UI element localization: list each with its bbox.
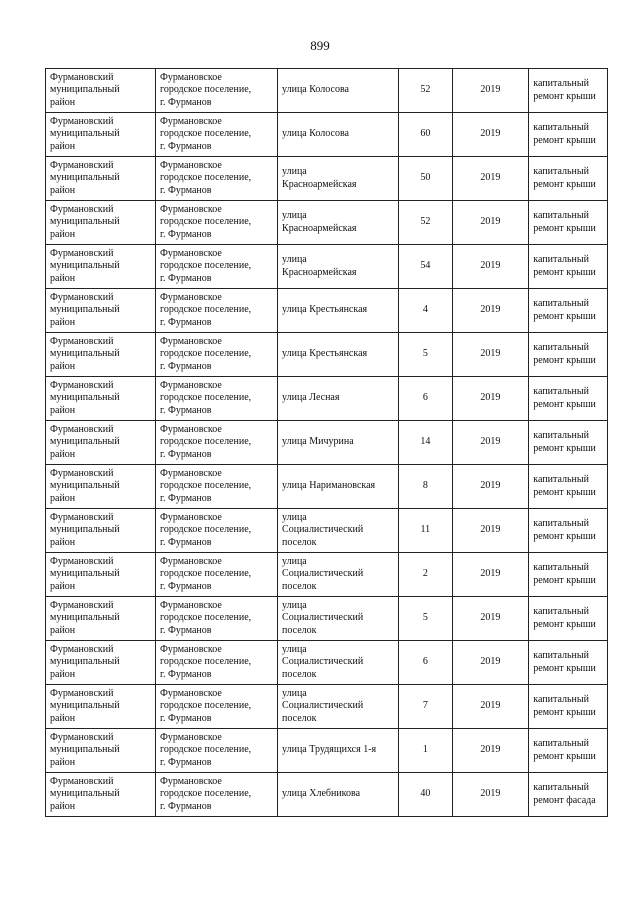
street-line: улица xyxy=(282,643,307,655)
street-cell xyxy=(278,289,399,333)
work-type-line: ремонт крыши xyxy=(533,486,596,498)
work-type-line: капитальный xyxy=(533,474,589,485)
settlement-line: городское поселение, xyxy=(159,348,252,360)
settlement-line: Фурмановское xyxy=(159,687,222,699)
work-type-cell xyxy=(529,377,608,421)
street-line: улица Колосова xyxy=(282,84,349,96)
settlement-line: Фурмановское xyxy=(159,115,222,127)
work-type-cell xyxy=(529,113,608,157)
settlement-cell xyxy=(155,553,277,597)
house-number-cell: 7 xyxy=(399,685,452,729)
table-row xyxy=(46,465,608,509)
district-line: Фурмановский xyxy=(50,511,114,523)
street-line: улица Трудящихся 1-я xyxy=(282,744,377,756)
street-cell xyxy=(278,465,399,509)
district-line: Фурмановский xyxy=(50,643,114,655)
work-type-line: капитальный xyxy=(533,782,589,793)
table-body xyxy=(46,69,608,817)
settlement-line: городское поселение, xyxy=(159,700,252,712)
district-line: муниципальный xyxy=(50,480,120,492)
street-line: Красноармейская xyxy=(282,178,357,190)
settlement-line: Фурмановское xyxy=(159,467,222,479)
district-line: муниципальный xyxy=(50,216,120,228)
district-line: район xyxy=(50,316,76,328)
district-cell xyxy=(46,333,156,377)
district-cell xyxy=(46,421,156,465)
district-line: район xyxy=(50,492,76,504)
settlement-line: г. Фурманов xyxy=(159,536,212,548)
house-number-cell: 4 xyxy=(399,289,452,333)
settlement-line: городское поселение, xyxy=(159,744,252,756)
work-type-line: ремонт крыши xyxy=(533,266,596,278)
district-line: район xyxy=(50,140,76,152)
house-number-cell: 11 xyxy=(399,509,452,553)
table-row xyxy=(46,377,608,421)
district-line: Фурмановский xyxy=(50,467,114,479)
house-number-cell: 5 xyxy=(399,597,452,641)
work-type-line: ремонт крыши xyxy=(533,398,596,410)
settlement-line: городское поселение, xyxy=(159,524,252,536)
house-number-cell: 50 xyxy=(399,157,452,201)
settlement-line: г. Фурманов xyxy=(159,668,212,680)
district-cell xyxy=(46,465,156,509)
district-line: район xyxy=(50,800,76,812)
street-line: поселок xyxy=(282,580,317,592)
work-type-line: капитальный xyxy=(533,562,589,573)
settlement-line: Фурмановское xyxy=(159,379,222,391)
district-line: район xyxy=(50,228,76,240)
district-line: муниципальный xyxy=(50,260,120,272)
work-type-line: ремонт крыши xyxy=(533,178,596,190)
work-type-line: капитальный xyxy=(533,166,589,177)
street-cell xyxy=(278,157,399,201)
work-type-line: ремонт крыши xyxy=(533,530,596,542)
work-type-line: капитальный xyxy=(533,386,589,397)
settlement-cell xyxy=(155,509,277,553)
settlement-line: г. Фурманов xyxy=(159,624,212,636)
settlement-cell xyxy=(155,597,277,641)
year-cell: 2019 xyxy=(452,509,529,553)
settlement-line: г. Фурманов xyxy=(159,272,212,284)
settlement-line: Фурмановское xyxy=(159,291,222,303)
table-row xyxy=(46,729,608,773)
district-line: Фурмановский xyxy=(50,423,114,435)
work-type-line: капитальный xyxy=(533,254,589,265)
work-type-cell xyxy=(529,773,608,817)
year-cell: 2019 xyxy=(452,685,529,729)
work-type-line: капитальный xyxy=(533,210,589,221)
district-cell xyxy=(46,201,156,245)
street-line: улица xyxy=(282,511,307,523)
district-line: район xyxy=(50,272,76,284)
settlement-line: городское поселение, xyxy=(159,436,252,448)
work-type-line: ремонт крыши xyxy=(533,222,596,234)
work-type-cell xyxy=(529,685,608,729)
year-cell: 2019 xyxy=(452,157,529,201)
settlement-line: Фурмановское xyxy=(159,555,222,567)
settlement-line: Фурмановское xyxy=(159,511,222,523)
house-number-cell: 6 xyxy=(399,641,452,685)
table-row xyxy=(46,421,608,465)
district-line: муниципальный xyxy=(50,392,120,404)
district-line: муниципальный xyxy=(50,172,120,184)
settlement-line: городское поселение, xyxy=(159,84,252,96)
year-cell: 2019 xyxy=(452,597,529,641)
house-number-cell: 40 xyxy=(399,773,452,817)
street-line: улица xyxy=(282,687,307,699)
settlement-line: г. Фурманов xyxy=(159,712,212,724)
work-type-line: ремонт крыши xyxy=(533,354,596,366)
table-row xyxy=(46,685,608,729)
work-type-line: ремонт крыши xyxy=(533,442,596,454)
street-line: улица xyxy=(282,166,307,177)
page-number: 899 xyxy=(310,38,330,53)
street-line: Красноармейская xyxy=(282,222,357,234)
street-line: улица xyxy=(282,599,307,611)
district-line: муниципальный xyxy=(50,84,120,96)
house-number-cell: 2 xyxy=(399,553,452,597)
settlement-line: г. Фурманов xyxy=(159,756,212,768)
work-type-line: ремонт крыши xyxy=(533,750,596,762)
settlement-cell xyxy=(155,421,277,465)
settlement-cell xyxy=(155,641,277,685)
street-line: поселок xyxy=(282,536,317,548)
work-type-line: ремонт крыши xyxy=(533,134,596,146)
work-type-line: капитальный xyxy=(533,518,589,529)
district-cell xyxy=(46,157,156,201)
settlement-cell xyxy=(155,333,277,377)
table-row xyxy=(46,69,608,113)
settlement-line: городское поселение, xyxy=(159,788,252,800)
district-line: муниципальный xyxy=(50,128,120,140)
district-line: Фурмановский xyxy=(50,203,114,215)
street-cell xyxy=(278,245,399,289)
street-line: Красноармейская xyxy=(282,266,357,278)
year-cell: 2019 xyxy=(452,113,529,157)
settlement-line: г. Фурманов xyxy=(159,360,212,372)
settlement-line: городское поселение, xyxy=(159,172,252,184)
district-cell xyxy=(46,245,156,289)
district-line: район xyxy=(50,448,76,460)
house-number-cell: 5 xyxy=(399,333,452,377)
district-line: Фурмановский xyxy=(50,335,114,347)
street-line: Социалистический xyxy=(282,612,364,624)
settlement-line: городское поселение, xyxy=(159,480,252,492)
table-row xyxy=(46,113,608,157)
work-type-line: капитальный xyxy=(533,298,589,309)
repair-schedule-table xyxy=(45,68,608,817)
street-line: улица Мичурина xyxy=(282,436,354,448)
district-line: район xyxy=(50,96,76,108)
year-cell: 2019 xyxy=(452,553,529,597)
street-cell xyxy=(278,729,399,773)
settlement-line: г. Фурманов xyxy=(159,448,212,460)
work-type-cell xyxy=(529,553,608,597)
settlement-cell xyxy=(155,113,277,157)
settlement-cell xyxy=(155,685,277,729)
district-cell xyxy=(46,509,156,553)
work-type-cell xyxy=(529,201,608,245)
street-line: улица Колосова xyxy=(282,128,349,140)
table-row xyxy=(46,773,608,817)
work-type-line: ремонт крыши xyxy=(533,662,596,674)
work-type-cell xyxy=(529,729,608,773)
street-line: улица xyxy=(282,555,307,567)
work-type-line: капитальный xyxy=(533,78,589,89)
street-line: улица Хлебникова xyxy=(282,788,361,800)
settlement-line: городское поселение, xyxy=(159,304,252,316)
work-type-cell xyxy=(529,245,608,289)
work-type-line: капитальный xyxy=(533,694,589,705)
district-cell xyxy=(46,641,156,685)
work-type-line: капитальный xyxy=(533,738,589,749)
district-line: район xyxy=(50,360,76,372)
settlement-line: Фурмановское xyxy=(159,775,222,787)
street-cell xyxy=(278,685,399,729)
settlement-line: г. Фурманов xyxy=(159,140,212,152)
district-line: Фурмановский xyxy=(50,599,114,611)
work-type-cell xyxy=(529,421,608,465)
house-number-cell: 54 xyxy=(399,245,452,289)
district-line: Фурмановский xyxy=(50,159,114,171)
district-line: Фурмановский xyxy=(50,115,114,127)
year-cell: 2019 xyxy=(452,641,529,685)
street-line: улица Крестьянская xyxy=(282,304,368,316)
street-line: улица xyxy=(282,210,307,221)
work-type-cell xyxy=(529,465,608,509)
settlement-line: Фурмановское xyxy=(159,643,222,655)
year-cell: 2019 xyxy=(452,773,529,817)
house-number-cell: 52 xyxy=(399,201,452,245)
district-line: район xyxy=(50,580,76,592)
settlement-line: городское поселение, xyxy=(159,216,252,228)
house-number-cell: 8 xyxy=(399,465,452,509)
settlement-cell xyxy=(155,201,277,245)
district-line: район xyxy=(50,712,76,724)
work-type-line: капитальный xyxy=(533,650,589,661)
district-line: район xyxy=(50,536,76,548)
settlement-line: городское поселение, xyxy=(159,260,252,272)
work-type-line: ремонт крыши xyxy=(533,706,596,718)
street-line: поселок xyxy=(282,668,317,680)
work-type-line: капитальный xyxy=(533,342,589,353)
district-cell xyxy=(46,377,156,421)
district-cell xyxy=(46,69,156,113)
work-type-line: капитальный xyxy=(533,606,589,617)
street-cell xyxy=(278,773,399,817)
street-cell xyxy=(278,201,399,245)
work-type-line: ремонт крыши xyxy=(533,90,596,102)
settlement-line: г. Фурманов xyxy=(159,228,212,240)
settlement-line: Фурмановское xyxy=(159,203,222,215)
table-row xyxy=(46,157,608,201)
district-line: муниципальный xyxy=(50,788,120,800)
district-line: Фурмановский xyxy=(50,555,114,567)
district-line: Фурмановский xyxy=(50,291,114,303)
house-number-cell: 14 xyxy=(399,421,452,465)
table-row xyxy=(46,553,608,597)
district-line: муниципальный xyxy=(50,612,120,624)
district-cell xyxy=(46,553,156,597)
settlement-line: городское поселение, xyxy=(159,392,252,404)
district-line: район xyxy=(50,184,76,196)
district-line: Фурмановский xyxy=(50,71,114,83)
work-type-cell xyxy=(529,333,608,377)
district-line: район xyxy=(50,624,76,636)
street-line: Социалистический xyxy=(282,656,364,668)
street-cell xyxy=(278,113,399,157)
street-cell xyxy=(278,509,399,553)
settlement-line: Фурмановское xyxy=(159,159,222,171)
district-line: муниципальный xyxy=(50,656,120,668)
work-type-cell xyxy=(529,289,608,333)
settlement-line: г. Фурманов xyxy=(159,404,212,416)
street-line: улица Наримановская xyxy=(282,480,376,492)
work-type-line: ремонт крыши xyxy=(533,574,596,586)
street-line: поселок xyxy=(282,712,317,724)
settlement-line: г. Фурманов xyxy=(159,96,212,108)
house-number-cell: 6 xyxy=(399,377,452,421)
work-type-cell xyxy=(529,597,608,641)
settlement-line: г. Фурманов xyxy=(159,580,212,592)
district-line: муниципальный xyxy=(50,436,120,448)
street-line: поселок xyxy=(282,624,317,636)
district-cell xyxy=(46,773,156,817)
settlement-line: городское поселение, xyxy=(159,568,252,580)
table-row xyxy=(46,245,608,289)
year-cell: 2019 xyxy=(452,729,529,773)
settlement-cell xyxy=(155,245,277,289)
table-row xyxy=(46,641,608,685)
house-number-cell: 52 xyxy=(399,69,452,113)
district-line: муниципальный xyxy=(50,744,120,756)
district-cell xyxy=(46,597,156,641)
work-type-line: ремонт фасада xyxy=(533,794,596,806)
year-cell: 2019 xyxy=(452,377,529,421)
settlement-line: г. Фурманов xyxy=(159,184,212,196)
settlement-cell xyxy=(155,729,277,773)
district-cell xyxy=(46,113,156,157)
year-cell: 2019 xyxy=(452,69,529,113)
settlement-cell xyxy=(155,377,277,421)
settlement-line: городское поселение, xyxy=(159,612,252,624)
street-cell xyxy=(278,421,399,465)
table-row xyxy=(46,509,608,553)
table-row xyxy=(46,289,608,333)
work-type-cell xyxy=(529,69,608,113)
street-cell xyxy=(278,69,399,113)
district-line: Фурмановский xyxy=(50,775,114,787)
settlement-line: городское поселение, xyxy=(159,128,252,140)
street-cell xyxy=(278,553,399,597)
district-line: муниципальный xyxy=(50,304,120,316)
settlement-line: г. Фурманов xyxy=(159,800,212,812)
district-cell xyxy=(46,289,156,333)
work-type-cell xyxy=(529,157,608,201)
district-line: район xyxy=(50,404,76,416)
street-cell xyxy=(278,641,399,685)
year-cell: 2019 xyxy=(452,465,529,509)
table-row xyxy=(46,333,608,377)
settlement-line: городское поселение, xyxy=(159,656,252,668)
year-cell: 2019 xyxy=(452,333,529,377)
street-line: Социалистический xyxy=(282,524,364,536)
settlement-line: г. Фурманов xyxy=(159,316,212,328)
year-cell: 2019 xyxy=(452,245,529,289)
work-type-cell xyxy=(529,509,608,553)
street-line: Социалистический xyxy=(282,700,364,712)
district-line: район xyxy=(50,756,76,768)
street-line: улица xyxy=(282,254,307,265)
year-cell: 2019 xyxy=(452,289,529,333)
street-line: Социалистический xyxy=(282,568,364,580)
work-type-line: капитальный xyxy=(533,122,589,133)
district-cell xyxy=(46,685,156,729)
work-type-line: ремонт крыши xyxy=(533,310,596,322)
settlement-cell xyxy=(155,289,277,333)
settlement-line: Фурмановское xyxy=(159,599,222,611)
street-cell xyxy=(278,377,399,421)
district-line: муниципальный xyxy=(50,348,120,360)
street-cell xyxy=(278,597,399,641)
settlement-line: Фурмановское xyxy=(159,423,222,435)
settlement-cell xyxy=(155,157,277,201)
work-type-line: ремонт крыши xyxy=(533,618,596,630)
district-line: Фурмановский xyxy=(50,731,114,743)
district-line: муниципальный xyxy=(50,700,120,712)
house-number-cell: 60 xyxy=(399,113,452,157)
table-row xyxy=(46,597,608,641)
year-cell: 2019 xyxy=(452,201,529,245)
house-number-cell: 1 xyxy=(399,729,452,773)
settlement-line: Фурмановское xyxy=(159,71,222,83)
district-line: Фурмановский xyxy=(50,687,114,699)
table-row xyxy=(46,201,608,245)
settlement-cell xyxy=(155,465,277,509)
settlement-cell xyxy=(155,773,277,817)
district-line: муниципальный xyxy=(50,568,120,580)
street-line: улица Крестьянская xyxy=(282,348,368,360)
work-type-cell xyxy=(529,641,608,685)
district-line: район xyxy=(50,668,76,680)
work-type-line: капитальный xyxy=(533,430,589,441)
year-cell: 2019 xyxy=(452,421,529,465)
district-cell xyxy=(46,729,156,773)
district-line: Фурмановский xyxy=(50,247,114,259)
settlement-line: Фурмановское xyxy=(159,335,222,347)
settlement-line: г. Фурманов xyxy=(159,492,212,504)
settlement-line: Фурмановское xyxy=(159,731,222,743)
district-line: муниципальный xyxy=(50,524,120,536)
settlement-line: Фурмановское xyxy=(159,247,222,259)
settlement-cell xyxy=(155,69,277,113)
district-line: Фурмановский xyxy=(50,379,114,391)
street-line: улица Лесная xyxy=(282,392,340,404)
street-cell xyxy=(278,333,399,377)
